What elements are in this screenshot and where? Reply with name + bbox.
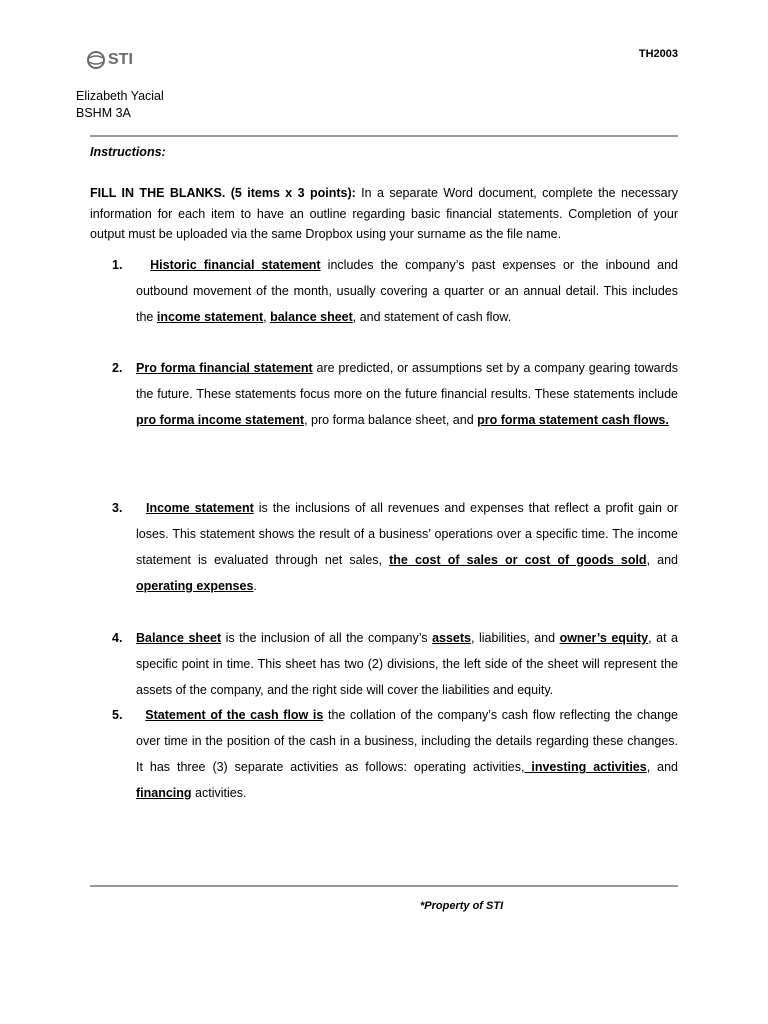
instructions-title: Instructions:: [90, 145, 166, 159]
list-item: [112, 252, 678, 330]
item-text: the collation of the company’s cash flow reflecting the change over time in the position of the cash in a business, including the details regarding these changes. It has three (3) separate activities as follows: operating activities,: [136, 708, 678, 774]
footer-divider: [90, 885, 678, 887]
item-text: are predicted, or assumptions set by a company gearing towards the future. These statements focus more on the future financial results. These statements include: [136, 361, 678, 401]
sti-globe-icon: [86, 50, 106, 70]
item-text: , and: [646, 553, 678, 567]
answer-blank: the cost of sales or cost of goods sold: [389, 553, 647, 567]
item-number: 3.: [112, 501, 123, 515]
list-item: [112, 355, 678, 433]
sti-logo: [86, 50, 133, 70]
item-text: , pro forma balance sheet, and: [304, 413, 478, 427]
answer-blank: Statement of the cash flow is: [145, 708, 324, 722]
document-code: TH2003: [638, 48, 678, 60]
footer-property-note: *Property of STI: [420, 900, 504, 912]
item-number: 1.: [112, 258, 123, 272]
answer-blank: assets: [432, 631, 471, 645]
item-number: 2.: [112, 361, 123, 375]
answer-blank: financing: [136, 786, 192, 800]
answer-blank: Pro forma financial statement: [136, 361, 313, 375]
item-text: , at a specific point in time. This sheet has two (2) divisions, the left side of the sheet will represent the assets of the company, and the right side will cover the liabilities and equity.: [136, 631, 679, 697]
answer-blank: owner’s equity: [559, 631, 649, 645]
instructions-text: In a separate Word document, complete the necessary information for each item to have an outline regarding basic financial statements. Completion of your output must be uploaded via the same Dropbox using your surname as the file name.: [90, 186, 678, 241]
answer-blank: Income statement: [145, 501, 254, 515]
item-text: .: [253, 579, 257, 593]
item-text: includes the company’s past expenses or the inbound and outbound movement of the month, usually covering a quarter or an annual detail. This includes the: [136, 258, 678, 324]
answer-blank: income statement: [156, 310, 264, 324]
item-number: 4.: [112, 631, 123, 645]
item-text: ,: [263, 310, 271, 324]
list-item: [112, 702, 678, 806]
author-section: BSHM 3A: [76, 106, 131, 120]
item-number: 5.: [112, 708, 123, 722]
answer-blank: Balance sheet: [136, 631, 222, 645]
answer-blank: Historic financial statement: [150, 258, 321, 272]
logo-text: STI: [108, 51, 133, 68]
item-text: activities.: [191, 786, 247, 800]
item-body: [136, 252, 678, 330]
header-divider: [90, 135, 678, 137]
author-block: [76, 88, 164, 122]
item-body: [136, 495, 678, 599]
list-item: [112, 625, 678, 703]
item-body: [136, 702, 678, 806]
item-text: , and: [646, 760, 678, 774]
item-text: is the inclusion of all the company’s: [221, 631, 433, 645]
item-text: , liabilities, and: [471, 631, 560, 645]
author-name: Elizabeth Yacial: [76, 89, 164, 103]
answer-blank: balance sheet: [270, 310, 353, 324]
answer-blank: pro forma statement cash flows.: [477, 413, 669, 427]
instructions-paragraph: [90, 183, 678, 245]
item-body: [136, 355, 678, 433]
answer-blank: pro forma income statement: [136, 413, 305, 427]
answer-blank: investing activities: [524, 760, 647, 774]
list-item: [112, 495, 678, 599]
item-body: [136, 625, 678, 703]
item-text: , and statement of cash flow.: [352, 310, 512, 324]
instructions-lead: FILL IN THE BLANKS. (5 items x 3 points):: [90, 186, 356, 200]
answer-blank: operating expenses: [136, 579, 254, 593]
item-text: is the inclusions of all revenues and expenses that reflect a profit gain or loses. This statement shows the result of a business’ operations over a specific time. The income statement is evaluated through net sales,: [136, 501, 678, 567]
